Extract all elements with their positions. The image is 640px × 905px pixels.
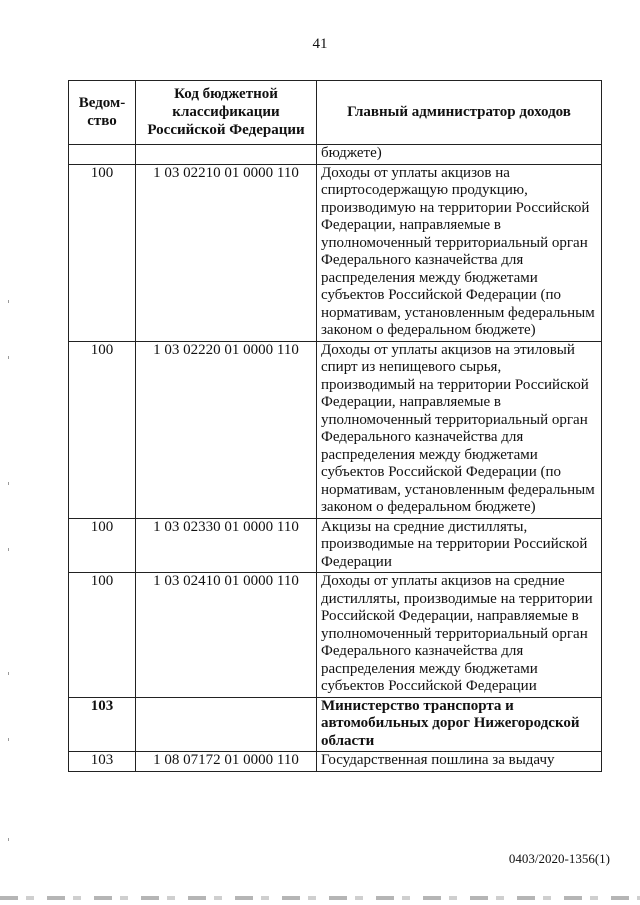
header-administrator: Главный администратор доходов	[317, 81, 602, 145]
cell-administrator: Министерство транспорта и автомобильных дорог Нижегородской области	[317, 697, 602, 752]
cell-department: 100	[69, 573, 136, 698]
cell-budget-code	[136, 145, 317, 165]
table-row	[69, 145, 602, 165]
cell-administrator: бюджете)	[317, 145, 602, 165]
scan-edge-noise	[0, 896, 640, 900]
cell-department: 100	[69, 518, 136, 573]
cell-department: 100	[69, 341, 136, 518]
page-number: 41	[312, 36, 328, 52]
cell-department: 100	[69, 164, 136, 341]
cell-department: 103	[69, 752, 136, 772]
cell-administrator: Доходы от уплаты акцизов на этиловый спирт из непищевого сырья, производимый на территории Российской Федерации, направляемые в уполномоченный территориальный орган Федерального казначейства для распределения между бюджетами субъектов Российской Федерации (по нормативам, установленным федеральным законом о федеральном бюджете)	[317, 341, 602, 518]
cell-budget-code: 1 03 02410 01 0000 110	[136, 573, 317, 698]
table-row	[69, 341, 602, 518]
table-header-row	[69, 81, 602, 145]
cell-administrator: Акцизы на средние дистилляты, производимые на территории Российской Федерации	[317, 518, 602, 573]
table-row	[69, 164, 602, 341]
table-body	[69, 145, 602, 772]
cell-budget-code: 1 08 07172 01 0000 110	[136, 752, 317, 772]
header-budget-code: Код бюджетной классификации Российской Федерации	[136, 81, 317, 145]
table-row	[69, 752, 602, 772]
margin-scan-marks	[8, 300, 10, 860]
cell-budget-code: 1 03 02330 01 0000 110	[136, 518, 317, 573]
table-row	[69, 697, 602, 752]
cell-department	[69, 145, 136, 165]
cell-budget-code: 1 03 02210 01 0000 110	[136, 164, 317, 341]
table-row	[69, 518, 602, 573]
header-department	[69, 81, 136, 145]
document-code: 0403/2020-1356(1)	[508, 851, 610, 866]
cell-department: 103	[69, 697, 136, 752]
cell-budget-code	[136, 697, 317, 752]
header-department-line1: Ведом-	[78, 95, 126, 111]
cell-administrator: Государственная пошлина за выдачу	[317, 752, 602, 772]
table-row	[69, 573, 602, 698]
cell-administrator: Доходы от уплаты акцизов на спиртосодержащую продукцию, производимую на территории Российской Федерации, направляемые в уполномоченный территориальный орган Федерального казначейства для распределения между бюджетами субъектов Российской Федерации (по нормативам, установленным федеральным законом о федеральном бюджете)	[317, 164, 602, 341]
cell-administrator: Доходы от уплаты акцизов на средние дистилляты, производимые на территории Российской Федерации, направляемые в уполномоченный территориальный орган Федерального казначейства для распределения между бюджетами субъектов Российской Федерации	[317, 573, 602, 698]
cell-budget-code: 1 03 02220 01 0000 110	[136, 341, 317, 518]
header-department-line2: ство	[87, 113, 117, 129]
revenue-administrators-table	[68, 80, 602, 772]
